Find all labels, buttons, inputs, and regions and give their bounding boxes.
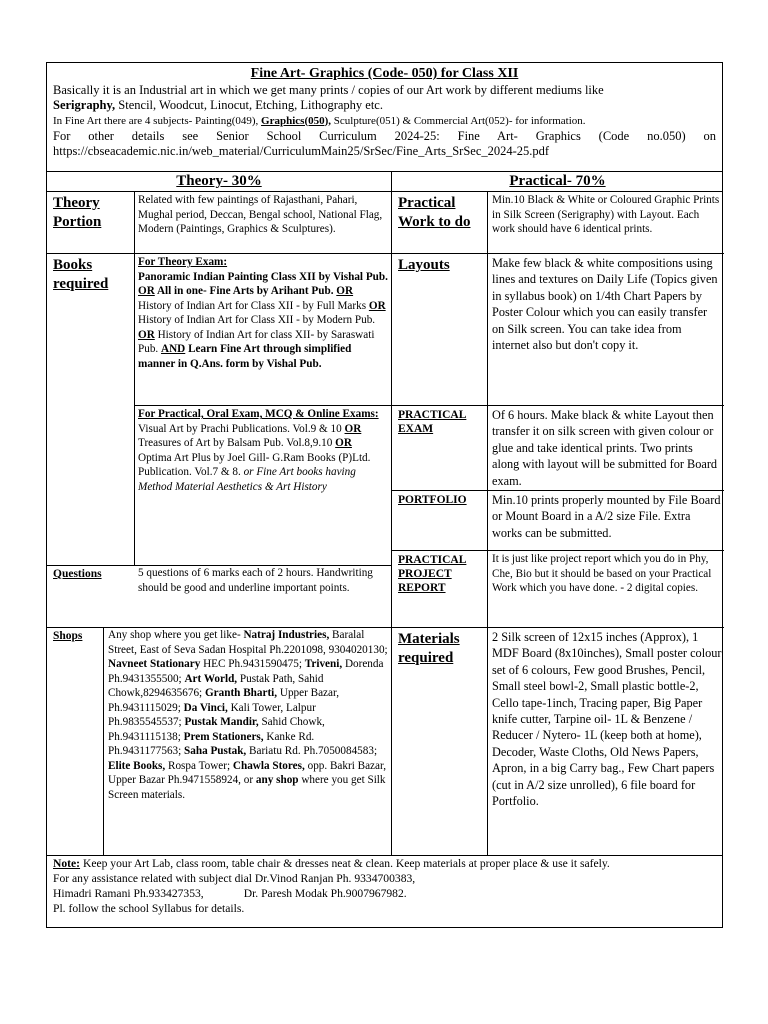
shop-entry: Bariatu Rd. Ph.7050084583; — [246, 745, 378, 757]
shops-label: Shops — [53, 630, 83, 642]
divider — [391, 405, 724, 406]
shop-entry: Prem Stationers, — [183, 730, 264, 743]
theory-portion-text: Related with few paintings of Rajasthani, Pahari, Mughal period, Deccan, Bengal school, National Flag, Modern (Paintings, Graphics & Sculptures). — [138, 194, 383, 235]
project-report-label: PRACTICAL PROJECT REPORT — [398, 554, 467, 594]
shops-list — [108, 628, 389, 854]
book-entry: History of Indian Art for Class XII - by Modern Pub. — [138, 314, 376, 326]
divider — [391, 627, 724, 628]
shop-entry: Da Vinci, — [183, 701, 228, 714]
shop-entry: Rospa Tower; — [165, 759, 233, 772]
intro-bold-term: Serigraphy, — [53, 98, 116, 112]
shop-entry: Kali Tower, Lalpur Ph.9835545537; — [108, 701, 316, 728]
shop-entry: Elite Books, — [108, 759, 166, 772]
shop-entry: Pustak Mandir, — [184, 716, 259, 728]
shop-entry: HEC Ph.9431590475; — [200, 658, 305, 670]
shop-entry: any shop — [255, 774, 299, 786]
divider — [47, 253, 391, 254]
book-entry: Visual Art by Prachi Publications. Vol.9 & 10 — [138, 422, 345, 435]
books-theory-list — [138, 270, 388, 372]
shop-entry: Pustak Path, Sahid Chowk,8294635676; — [108, 672, 324, 699]
books-practical — [138, 407, 388, 565]
contact-1: Himadri Ramani Ph.933427353, — [53, 887, 204, 900]
materials-label: Materials required — [398, 631, 460, 666]
contact-2: Dr. Paresh Modak Ph.9007967982. — [243, 887, 407, 900]
book-entry: Optima Art Plus by Joel Gill- G.Ram Books (P)Ltd. Publication. Vol.7 & 8. — [138, 451, 371, 478]
book-entry: Learn Fine Art through simplified manner in Q.Ans. form by Vishal Pub. — [138, 343, 352, 370]
divider — [47, 191, 722, 192]
books-theory-heading: For Theory Exam: — [138, 256, 228, 268]
books-practical-list — [138, 422, 388, 495]
book-entry: OR — [335, 437, 352, 449]
subjects-graphics: Graphics(050), — [261, 114, 332, 127]
divider — [391, 550, 724, 551]
divider — [134, 191, 135, 565]
book-entry: or Fine Art books having Method Material Aesthetics & Art History — [138, 466, 356, 493]
note-text: Keep your Art Lab, class room, table chair & dresses neat & clean. Keep materials at proper place & use it safely. — [80, 857, 610, 870]
note-line — [53, 856, 716, 871]
book-entry: OR — [368, 299, 386, 312]
syllabus-line: Pl. follow the school Syllabus for details. — [53, 902, 245, 915]
theory-heading: Theory- 30% — [176, 173, 262, 189]
shop-entry: Any shop where you get like- — [108, 629, 244, 641]
materials-text: 2 Silk screen of 12x15 inches (Approx), 1 MDF Board (8x10inches), Small poster colour set of 6 colours, Few good Brushes, Pencil, Small steel bowl-2, Small plastic bottle-2, Cello tape-1inch, Tracing paper, Big Paper knife cutter, Tarpine oil- 1L & Benzene / Reducer / Nytero- 1L (keep both at home), Decoder, Waste Cloths, Old News Papers, Apron, in a big Carry bag., Few Chart papers (cut in A/2 size unrolled), 6 file board for Portfolio. — [492, 630, 722, 809]
project-report-text: It is just like project report which you do in Phy, Che, Bio but it should be based on your Practical Work which you have done. - 2 digital copies. — [492, 553, 712, 594]
subjects-text: In Fine Art there are 4 subjects- Painting(049), — [53, 114, 262, 127]
shop-entry: Art World, — [184, 672, 238, 685]
divider — [391, 253, 724, 254]
layouts-label: Layouts — [398, 257, 450, 273]
curriculum-line: For other details see Senior School Curriculum 2024-25: Fine Art- Graphics (Code no.050) on — [53, 128, 716, 143]
questions-label: Questions — [53, 568, 102, 580]
portfolio-text: Min.10 prints properly mounted by File Board or Mount Board in a A/2 size File. Extra works can be submitted. — [492, 493, 721, 540]
shop-entry: Triveni, — [304, 658, 343, 670]
book-entry: Treasures of Art by Balsam Pub. Vol.8,9.10 — [138, 437, 336, 449]
book-entry: OR — [138, 285, 155, 297]
intro-mediums: Stencil, Woodcut, Linocut, Etching, Lithography etc. — [115, 98, 383, 112]
assistance-line: For any assistance related with subject dial Dr.Vinod Ranjan Ph. 9334700383, — [53, 872, 416, 885]
footer-note — [47, 855, 722, 929]
shop-entry: Saha Pustak, — [184, 745, 247, 757]
intro-line — [53, 83, 716, 114]
book-entry: All in one- Fine Arts by Arihant Pub. — [154, 285, 337, 297]
theory-portion-label: Theory Portion — [53, 195, 102, 230]
books-practical-heading: For Practical, Oral Exam, MCQ & Online Exams: — [138, 408, 379, 420]
practical-work-label: Practical Work to do — [398, 195, 471, 230]
page-title: Fine Art- Graphics (Code- 050) for Class XII — [250, 66, 519, 81]
practical-work-text: Min.10 Black & White or Coloured Graphic Prints in Silk Screen (Serigraphy) with Layout. Each work should have 6 identical prints. — [492, 194, 720, 235]
divider — [391, 490, 724, 491]
books-required-label: Books required — [53, 257, 109, 292]
book-entry: Panoramic Indian Painting Class XII by Vishal Pub. — [138, 270, 388, 283]
book-entry: OR — [138, 328, 155, 341]
shop-entry: Chawla Stores, — [232, 759, 305, 772]
header-block — [47, 63, 722, 172]
note-label: Note: — [53, 857, 81, 870]
divider — [487, 191, 488, 855]
divider — [391, 172, 392, 855]
divider — [103, 627, 104, 855]
shop-entry: Granth Bharti, — [204, 687, 278, 699]
practical-heading: Practical- 70% — [509, 173, 606, 189]
divider — [134, 405, 391, 406]
shop-entry: where you get Silk Screen materials. — [108, 774, 386, 801]
practical-exam-label: PRACTICAL EXAM — [398, 409, 467, 435]
shop-entry: Kanke Rd. Ph.9431177563; — [108, 730, 315, 757]
curriculum-url[interactable]: https://cbseacademic.nic.in/web_material/CurriculumMain25/SrSec/Fine_Arts_SrSec_2024-25.pdf — [53, 144, 550, 158]
intro-text: Basically it is an Industrial art in which we get many prints / copies of our Art work by different mediums like — [53, 82, 604, 97]
subjects-rest: Sculpture(051) & Commercial Art(052)- for information. — [331, 114, 586, 127]
practical-exam-text: Of 6 hours. Make black & white Layout then transfer it on silk screen with given colour or glue and take identical prints. Two prints along with layout will be submitted for Board exam. — [492, 408, 718, 488]
shop-entry: Baralal Street, East of Seva Sadan Hospital Ph.2201098, 9304020130; — [108, 629, 388, 656]
layouts-text: Make few black & white compositions using lines and textures on Daily Life (Topics given in syllabus book) on 1/4th Chart Papers by Poster Colour which you can easily transfer on Silk screen. You can take idea from internet also but don't copy it. — [492, 256, 718, 353]
book-entry: History of Indian Art for Class XII - by Full Marks — [138, 299, 369, 312]
portfolio-label: PORTFOLIO — [398, 494, 467, 506]
subjects-line — [53, 114, 716, 129]
shop-entry: Dorenda Ph.9431355500; — [108, 658, 384, 685]
shop-entry: opp. Bakri Bazar, Upper Bazar Ph.9471558924, or — [108, 759, 387, 786]
shop-entry: Navneet Stationary — [108, 658, 201, 670]
books-theory — [138, 255, 388, 405]
shop-entry: Sahid Chowk, Ph.9431115138; — [108, 716, 325, 743]
book-entry: OR — [344, 422, 362, 435]
contacts-line — [53, 886, 716, 901]
questions-text: 5 questions of 6 marks each of 2 hours. Handwriting should be good and underline important points. — [138, 567, 373, 594]
shop-entry: Upper Bazar, Ph.9431115029; — [108, 687, 340, 714]
book-entry: AND — [161, 343, 186, 355]
shop-entry: Natraj Industries, — [243, 629, 330, 641]
book-entry: OR — [336, 285, 354, 297]
book-entry: History of Indian Art for class XII- by Saraswati Pub. — [138, 328, 375, 355]
syllabus-sheet — [46, 62, 723, 928]
